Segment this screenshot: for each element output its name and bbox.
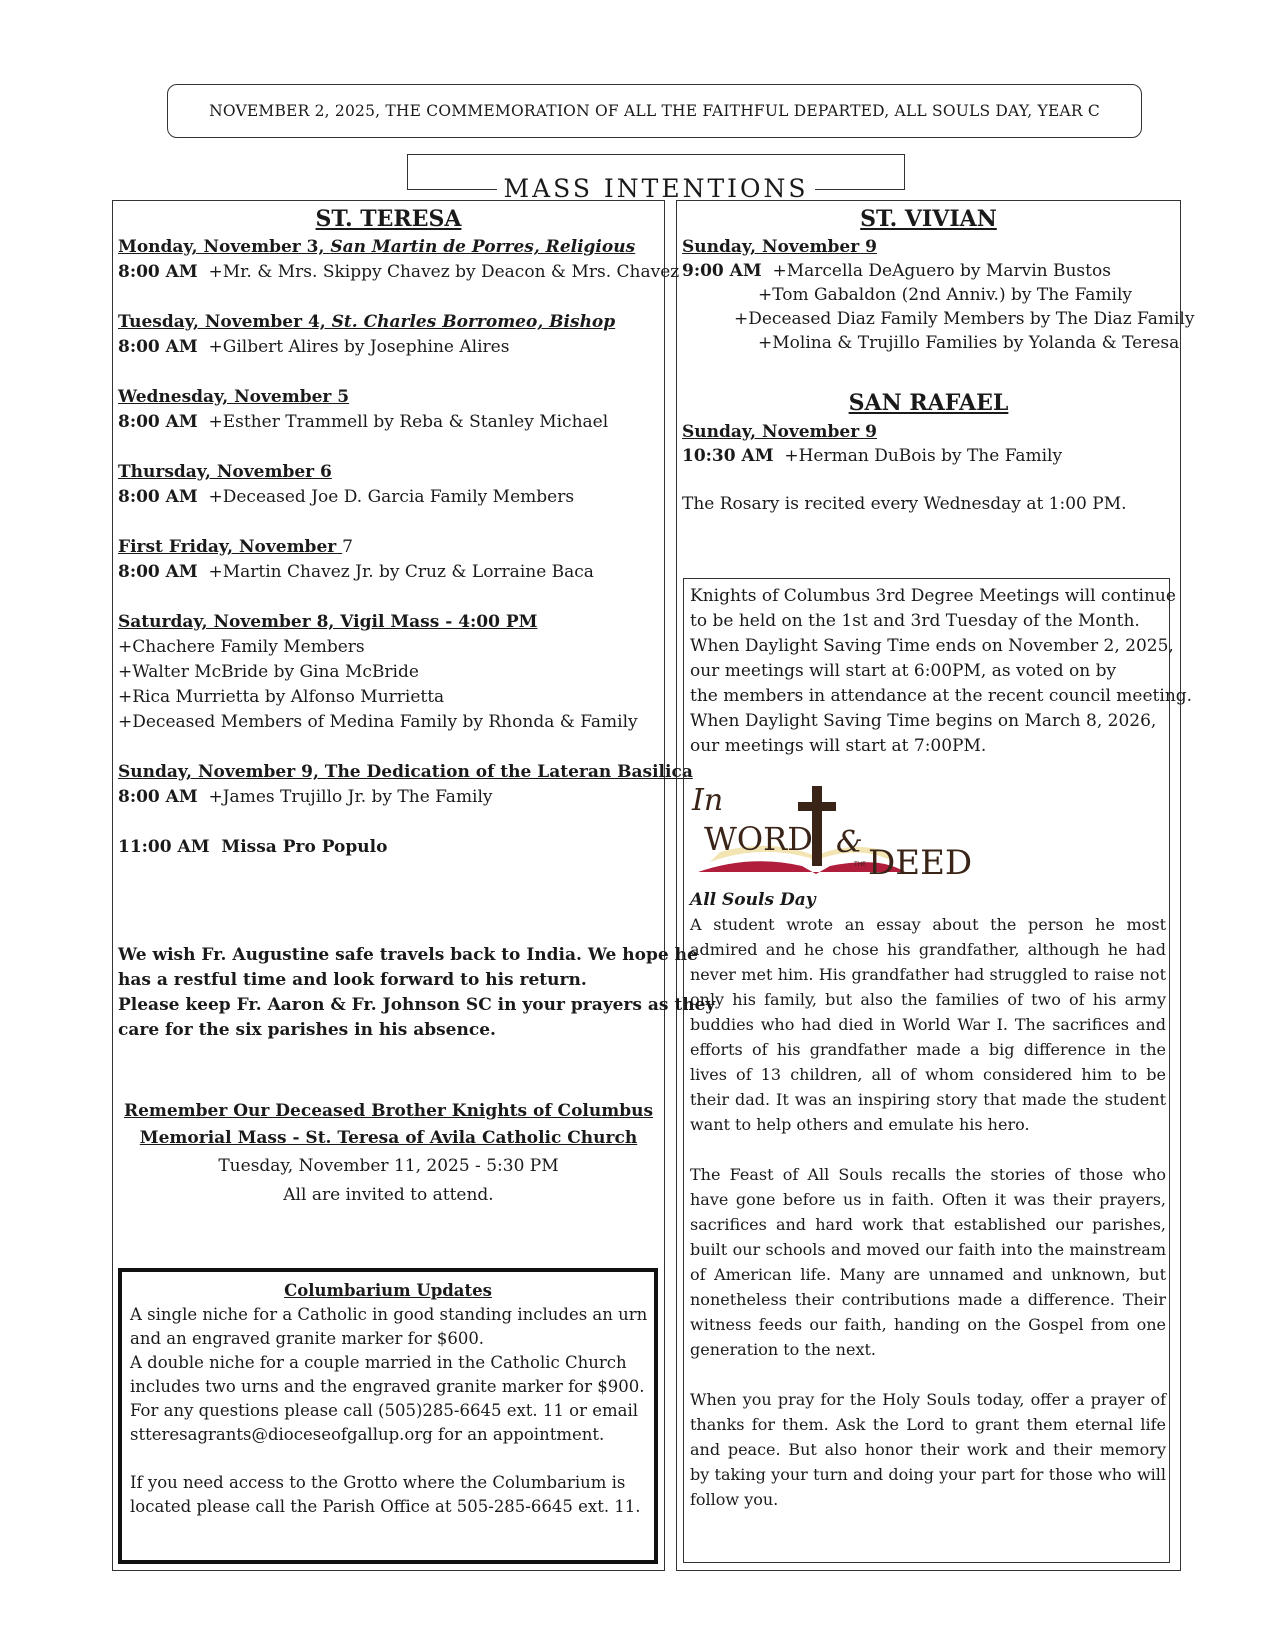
intention-row: 8:00 AM +Mr. & Mrs. Skippy Chavez by Deacon & Mrs. Chavez (118, 262, 680, 282)
san-rafael-schedule: Sunday, November 9 10:30 AM +Herman DuBois by The Family The Rosary is recited every Wednesday at 1:00 PM. (682, 420, 1177, 516)
day-header: Saturday, November 8, Vigil Mass - 4:00 PM (118, 612, 538, 632)
intention-row: 8:00 AM +Esther Trammell by Reba & Stanley Michael (118, 412, 609, 432)
intention-row: +Deceased Members of Medina Family by Rhonda & Family (118, 712, 638, 732)
essay-paragraph: The Feast of All Souls recalls the stories of those who have gone before us in faith. Often it was their prayers, sacrifices and hard work that established our parishes, built our schools and moved our faith into the mainstream of American life. Many are unnamed and unknown, but nonetheless their contributions made a difference. Their witness feeds our faith, handing on the Gospel from one generation to the next. (690, 1165, 1166, 1359)
day-header: Wednesday, November 5 (118, 387, 350, 407)
st-teresa-heading: ST. TERESA (315, 206, 462, 232)
st-teresa-schedule (118, 235, 693, 860)
columbarium-body: A single niche for a Catholic in good standing includes an urn and an engraved granite marker for $600. A double niche for a couple married in the Catholic Church includes two urns and the engraved granite marker for $900. For any questions please call (505)285-6645 ext. 11 or email stteresagrants@dioceseofgallup.org for an appointment. If you need access to the Grotto where the Columbarium is located please call the Parish Office at 505-285-6645 ext. 11. (130, 1305, 648, 1516)
all-souls-essay (690, 888, 1166, 1512)
intention-row: +Chachere Family Members (118, 637, 365, 657)
memorial-mass: Remember Our Deceased Brother Knights of Columbus Memorial Mass - St. Teresa of Avila Catholic Church Tuesday, November 11, 2025 - 5:30 PM All are invited to attend. (123, 1101, 654, 1205)
header-banner-text: NOVEMBER 2, 2025, THE COMMEMORATION OF ALL THE FAITHFUL DEPARTED, ALL SOULS DAY, YEAR C (209, 102, 1100, 120)
logo-deed: DEED (868, 843, 973, 882)
st-vivian-schedule: Sunday, November 9 9:00 AM +Marcella DeAguero by Marvin Bustos +Tom Gabaldon (2nd Anniv.) by The Family +Deceased Diaz Family Members by The Diaz Family +Molina & Trujillo Families by Yolanda & Teresa (682, 237, 1195, 353)
logo-amp: & (836, 825, 863, 860)
day-header: Sunday, November 9, The Dedication of the Lateran Basilica (118, 762, 693, 782)
essay-paragraph: When you pray for the Holy Souls today, offer a prayer of thanks for them. Ask the Lord to grant them eternal life and peace. But also honor their work and their memory by taking your turn and doing your part for those who will follow you. (690, 1390, 1166, 1509)
cross-icon (812, 786, 822, 866)
announcement: We wish Fr. Augustine safe travels back to India. We hope he has a restful time and look forward to his return. Please keep Fr. Aaron & Fr. Johnson SC in your prayers as they care for the six parishes in his absence. (118, 945, 716, 1040)
day-header: Thursday, November 6 (118, 462, 332, 482)
knights-notice: Knights of Columbus 3rd Degree Meetings will continue to be held on the 1st and 3rd Tuesday of the Month. When Daylight Saving Time ends on November 2, 2025, our meetings will start at 6:00PM, as voted on by the members in attendance at the recent council meeting. When Daylight Saving Time begins on March 8, 2026, our meetings will start at 7:00PM. (690, 586, 1193, 756)
page-title-box (407, 154, 905, 203)
st-vivian-heading: ST. VIVIAN (860, 206, 997, 232)
logo-the: THE (854, 861, 866, 868)
page-title: MASS INTENTIONS (497, 176, 814, 201)
in-word-and-deed-logo (690, 782, 990, 882)
essay-paragraph: A student wrote an essay about the person he most admired and he chose his grandfather, although he had never met him. His grandfather had struggled to raise not only his family, but also the families of two of his army buddies who had died in World War I. The sacrifices and efforts of his grandfather made a big difference in the lives of 13 children, all of whom considered him to be their dad. It was an inspiring story that made the student want to help others and emulate his hero. (690, 915, 1166, 1134)
day-header: Monday, November 3, San Martin de Porres, Religious (118, 237, 636, 257)
intention-row: +Walter McBride by Gina McBride (118, 662, 419, 682)
intention-row: 11:00 AM Missa Pro Populo (118, 837, 388, 857)
intention-row: 8:00 AM +Gilbert Alires by Josephine Alires (118, 337, 510, 357)
intention-row: +Rica Murrietta by Alfonso Murrietta (118, 687, 445, 707)
intention-row: 8:00 AM +Martin Chavez Jr. by Cruz & Lorraine Baca (118, 562, 594, 582)
intention-row: 8:00 AM +James Trujillo Jr. by The Family (118, 787, 493, 807)
essay-title: All Souls Day (690, 890, 816, 910)
intention-row: 8:00 AM +Deceased Joe D. Garcia Family Members (118, 487, 575, 507)
san-rafael-heading: SAN RAFAEL (848, 390, 1009, 416)
header-banner (167, 84, 1142, 138)
columbarium-box (118, 1268, 658, 1564)
day-header: First Friday, November 7 (118, 537, 353, 557)
day-header: Tuesday, November 4, St. Charles Borromeo, Bishop (118, 312, 616, 332)
columbarium-title: Columbarium Updates (284, 1281, 492, 1300)
rosary-note: The Rosary is recited every Wednesday at 1:00 PM. (682, 494, 1127, 514)
logo-in: In (692, 783, 724, 818)
logo-word: WORD (704, 820, 813, 858)
